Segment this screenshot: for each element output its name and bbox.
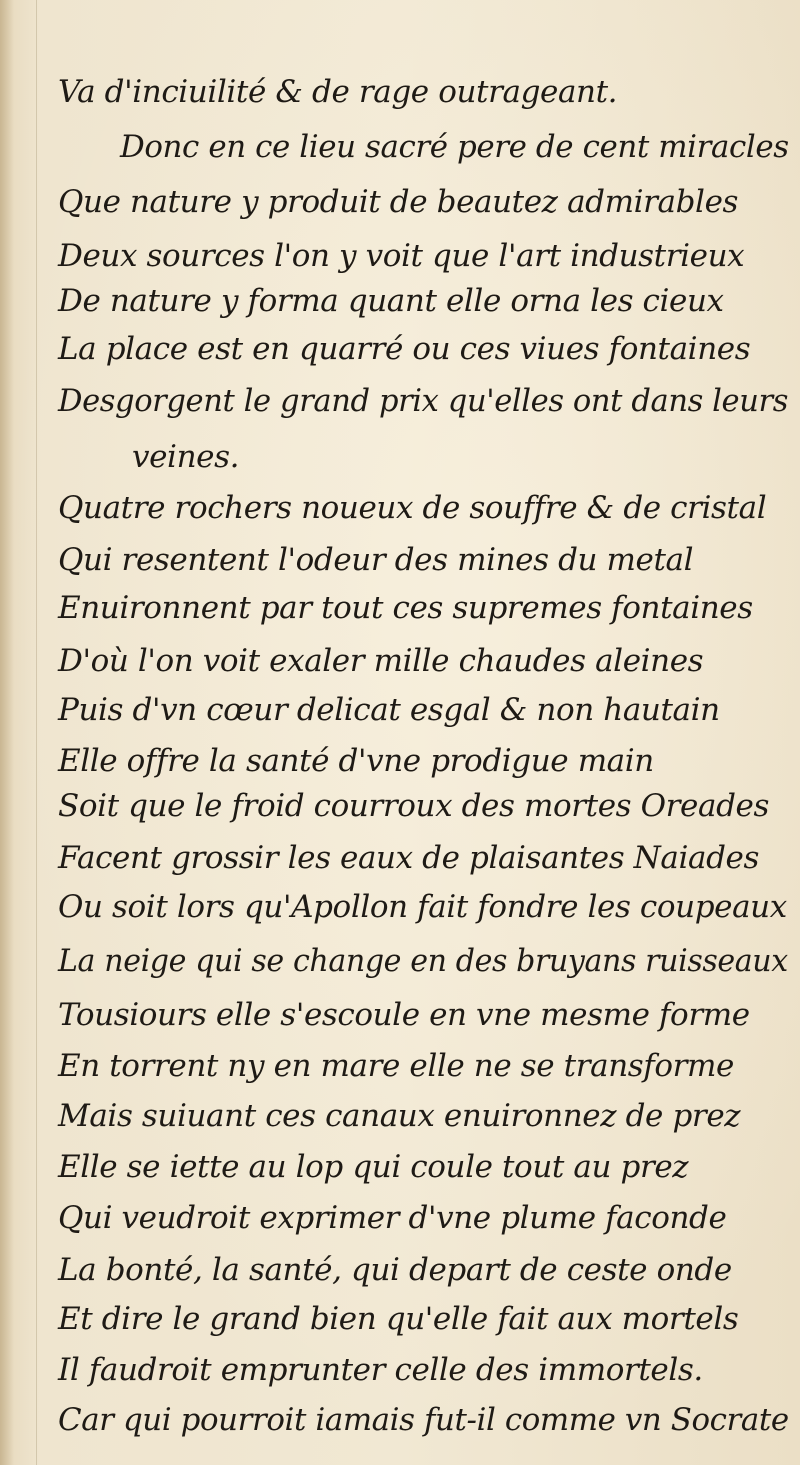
verse-line: Soit que le froid courroux des mortes Oreades [58, 788, 769, 824]
verse-line: Et dire le grand bien qu'elle fait aux mortels [58, 1301, 739, 1337]
verse-line: Que nature y produit de beautez admirables [58, 184, 739, 220]
verse-line: Elle se iette au lop qui coule tout au prez [58, 1149, 689, 1185]
verse-line: Enuironnent par tout ces supremes fontaines [58, 590, 753, 626]
verse-line: D'où l'on voit exaler mille chaudes aleines [58, 643, 704, 679]
verse-line: En torrent ny en mare elle ne se transforme [58, 1048, 735, 1084]
verse-line: La place est en quarré ou ces viues fontaines [58, 331, 751, 367]
verse-line: Qui resentent l'odeur des mines du metal [58, 542, 694, 578]
verse-line: Elle offre la santé d'vne prodigue main [58, 743, 654, 779]
verse-line: La neige qui se change en des bruyans ruisseaux [58, 943, 788, 979]
verse-line-runover: veines. [132, 439, 240, 475]
verse-line: Ou soit lors qu'Apollon fait fondre les coupeaux [58, 889, 787, 925]
verse-line: Mais suiuant ces canaux enuironnez de prez [58, 1098, 741, 1134]
verse-line: Facent grossir les eaux de plaisantes Naiades [58, 840, 759, 876]
verse-line: Puis d'vn cœur delicat esgal & non hautain [58, 692, 720, 728]
verse-line: La bonté, la santé, qui depart de ceste onde [58, 1252, 732, 1288]
verse-line: Tousiours elle s'escoule en vne mesme forme [58, 997, 750, 1033]
verse-line: Quatre rochers noueux de souffre & de cristal [58, 490, 767, 526]
verse-line: Desgorgent le grand prix qu'elles ont dans leurs [58, 383, 788, 419]
verse-line: Qui veudroit exprimer d'vne plume faconde [58, 1200, 727, 1236]
verse-line: Car qui pourroit iamais fut-il comme vn Socrate [58, 1402, 789, 1438]
verse-line: Va d'inciuilité & de rage outrageant. [58, 74, 618, 110]
verse-line: De nature y forma quant elle orna les cieux [58, 283, 724, 319]
verse-line: Donc en ce lieu sacré pere de cent miracles [120, 129, 789, 165]
verse-line: Deux sources l'on y voit que l'art industrieux [58, 238, 745, 274]
verse-line: Il faudroit emprunter celle des immortels. [58, 1352, 703, 1388]
